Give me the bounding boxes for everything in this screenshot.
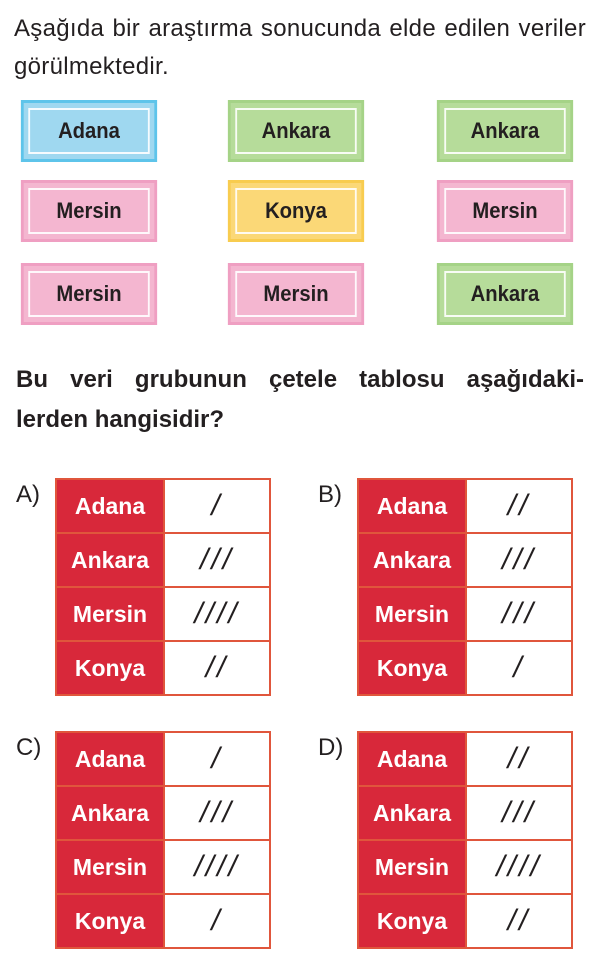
- table-row: [56, 840, 270, 894]
- intro-text: Aşağıda bir araştırma sonucunda elde edilen veriler görülmektedir.: [14, 15, 586, 80]
- city-cell: Mersin: [358, 587, 466, 641]
- data-card: Ankara: [437, 100, 573, 162]
- option-a-table[interactable]: [55, 478, 271, 696]
- city-cell: Adana: [358, 732, 466, 786]
- city-cell: Ankara: [358, 786, 466, 840]
- option-c-letter[interactable]: C): [16, 734, 42, 761]
- tally-cell: ////: [164, 840, 270, 894]
- city-cell: Ankara: [358, 533, 466, 587]
- tally-cell: //: [164, 641, 270, 695]
- data-card: Mersin: [21, 263, 157, 325]
- city-cell: Mersin: [56, 587, 164, 641]
- tally-cell: /: [466, 641, 572, 695]
- data-card: Konya: [228, 180, 364, 242]
- city-cell: Ankara: [56, 533, 164, 587]
- city-cell: Konya: [358, 894, 466, 948]
- table-row: [358, 641, 572, 695]
- tally-cell: //: [466, 479, 572, 533]
- tally-cell: /: [164, 479, 270, 533]
- table-row: [56, 587, 270, 641]
- table-row: [358, 840, 572, 894]
- data-card: Adana: [21, 100, 157, 162]
- tally-cell: ///: [466, 533, 572, 587]
- option-a-letter[interactable]: A): [16, 481, 40, 508]
- table-row: [56, 786, 270, 840]
- table-row: [56, 894, 270, 948]
- tally-cell: ///: [466, 786, 572, 840]
- tally-cell: ///: [164, 786, 270, 840]
- city-cell: Adana: [56, 479, 164, 533]
- city-cell: Ankara: [56, 786, 164, 840]
- table-row: [358, 587, 572, 641]
- tally-cell: //: [466, 894, 572, 948]
- data-card: Mersin: [21, 180, 157, 242]
- option-d-table[interactable]: [357, 731, 573, 949]
- data-card: Ankara: [228, 100, 364, 162]
- option-c-table[interactable]: [55, 731, 271, 949]
- table-row: [56, 533, 270, 587]
- table-row: [358, 533, 572, 587]
- question-text: Bu veri grubunun çetele tablosu aşağıdaki- lerden hangisidir?: [16, 366, 584, 433]
- tally-cell: ///: [466, 587, 572, 641]
- tally-cell: /: [164, 732, 270, 786]
- data-card: Mersin: [437, 180, 573, 242]
- tally-cell: /: [164, 894, 270, 948]
- table-row: [56, 732, 270, 786]
- option-d-letter[interactable]: D): [318, 734, 344, 761]
- city-cell: Konya: [56, 641, 164, 695]
- option-b-letter[interactable]: B): [318, 481, 342, 508]
- city-cell: Konya: [56, 894, 164, 948]
- table-row: [358, 894, 572, 948]
- tally-cell: //: [466, 732, 572, 786]
- table-row: [358, 786, 572, 840]
- option-b-table[interactable]: [357, 478, 573, 696]
- table-row: [358, 479, 572, 533]
- city-cell: Mersin: [56, 840, 164, 894]
- tally-cell: ////: [164, 587, 270, 641]
- city-cell: Konya: [358, 641, 466, 695]
- tally-cell: ///: [164, 533, 270, 587]
- city-cell: Adana: [56, 732, 164, 786]
- data-card: Mersin: [228, 263, 364, 325]
- tally-cell: ////: [466, 840, 572, 894]
- city-cell: Mersin: [358, 840, 466, 894]
- city-cell: Adana: [358, 479, 466, 533]
- table-row: [358, 732, 572, 786]
- data-card: Ankara: [437, 263, 573, 325]
- table-row: [56, 479, 270, 533]
- table-row: [56, 641, 270, 695]
